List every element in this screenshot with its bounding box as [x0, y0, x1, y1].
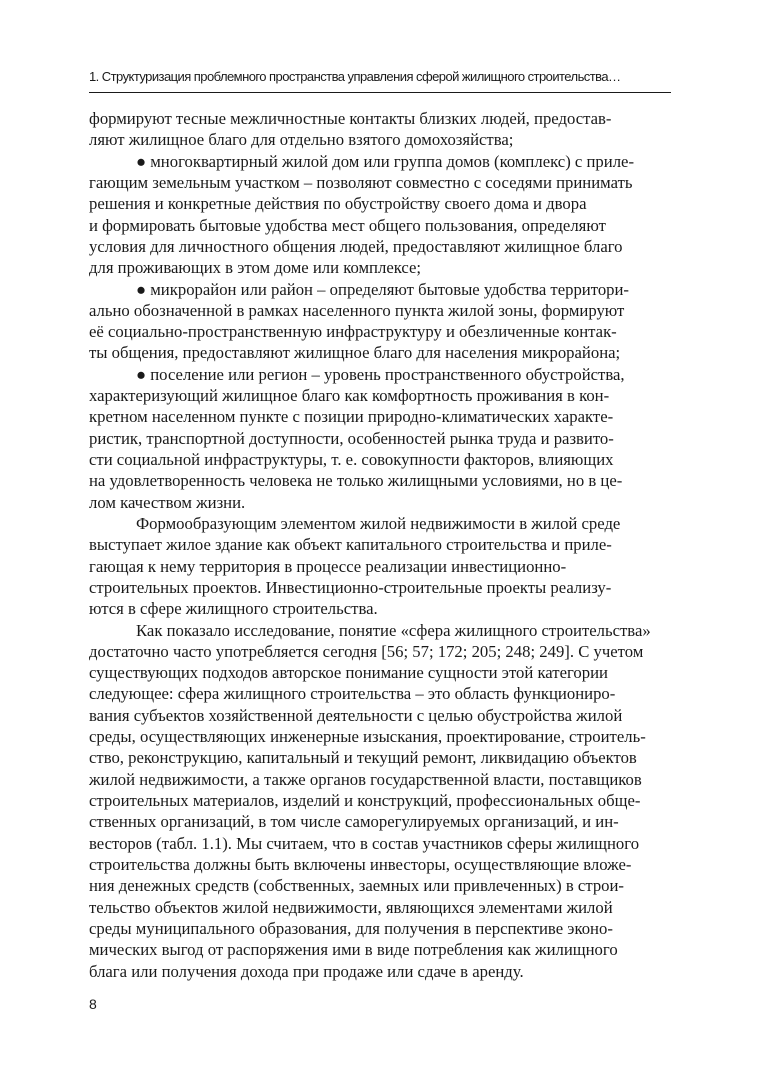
text-line: следующее: сфера жилищного строительства – это область функциониро- — [89, 684, 616, 704]
bullet-paragraph — [89, 151, 671, 279]
text-line: сти социальной инфраструктуры, т. е. совокупности факторов, влияющих — [89, 450, 614, 469]
paragraph — [89, 513, 671, 620]
page-number: 8 — [89, 996, 97, 1012]
text-line: ально обозначенной в рамках населенного пункта жилой зоны, формируют — [89, 300, 625, 320]
text-line: жилой недвижимости, а также органов государственной власти, поставщиков — [89, 769, 642, 789]
text-line: решения и конкретные действия по обустройству своего дома и двора — [89, 194, 587, 214]
bullet-paragraph — [89, 364, 671, 513]
text-line: ственных организаций, в том числе саморегулируемых организаций, и ин- — [89, 812, 619, 832]
paragraph — [89, 108, 671, 151]
text-line: строительных проектов. Инвестиционно-строительные проекты реализу- — [89, 577, 612, 597]
text-line: её социально-пространственную инфраструктуру и обезличенные контак- — [89, 322, 617, 342]
text-line: характеризующий жилищное благо как комфортность проживания в кон- — [89, 386, 610, 406]
text-line: ляют жилищное благо для отдельно взятого домохозяйства; — [89, 130, 514, 150]
running-header: 1. Структуризация проблемного пространства управления сферой жилищного строительства… — [89, 69, 621, 84]
text-line: вания субъектов хозяйственной деятельности с целью обустройства жилой — [89, 705, 623, 725]
text-line: строительства должны быть включены инвесторы, осуществляющие вложе- — [89, 854, 632, 874]
text-line: ство, реконструкцию, капитальный и текущий ремонт, ликвидацию объектов — [89, 748, 637, 768]
text-line: мических выгод от распоряжения ими в виде потребления как жилищного — [89, 940, 618, 960]
text-line: Формообразующим элементом жилой недвижимости в жилой среде — [136, 513, 621, 533]
text-line: лом качеством жизни. — [89, 492, 246, 512]
text-line: тельство объектов жилой недвижимости, являющихся элементами жилой — [89, 897, 613, 917]
bullet-paragraph — [89, 279, 671, 364]
header-rule — [89, 92, 671, 93]
text-line: и формировать бытовые удобства мест общего пользования, определяют — [89, 215, 606, 235]
text-line: условия для личностного общения людей, предоставляют жилищное благо — [89, 236, 623, 256]
text-line: ты общения, предоставляют жилищное благо для населения микрорайона; — [89, 343, 621, 363]
text-line: ● поселение или регион – уровень пространственного обустройства, — [136, 364, 625, 384]
text-line: ния денежных средств (собственных, заемных или привлеченных) в строи- — [89, 876, 624, 896]
text-line: среды муниципального образования, для получения в перспективе эконо- — [89, 918, 613, 938]
text-line: выступает жилое здание как объект капитального строительства и приле- — [89, 535, 612, 555]
text-line: ются в сфере жилищного строительства. — [89, 599, 378, 619]
paragraph — [89, 620, 671, 982]
text-line: среды, осуществляющих инженерные изыскания, проектирование, строитель- — [89, 727, 646, 747]
body-text — [89, 108, 671, 982]
text-line: формируют тесные межличностные контакты близких людей, предостав- — [89, 109, 612, 128]
text-line: блага или получения дохода при продаже или сдаче в аренду. — [89, 961, 524, 981]
text-line: гающим земельным участком – позволяют совместно с соседями принимать — [89, 172, 633, 192]
text-line: кретном населенном пункте с позиции природно-климатических характе- — [89, 407, 614, 427]
text-line: на удовлетворенность человека не только жилищными условиями, но в це- — [89, 471, 623, 491]
text-line: для проживающих в этом доме или комплексе; — [89, 258, 422, 278]
text-line: гающая к нему территория в процессе реализации инвестиционно- — [89, 556, 567, 576]
text-line: ● многоквартирный жилой дом или группа домов (комплекс) с приле- — [136, 151, 634, 171]
text-line: существующих подходов авторское понимание сущности этой категории — [89, 663, 608, 683]
text-line: достаточно часто употребляется сегодня [56; 57; 172; 205; 248; 249]. С учетом — [89, 641, 644, 661]
text-line: ристик, транспортной доступности, особенностей рынка труда и развито- — [89, 428, 614, 448]
text-line: строительных материалов, изделий и конструкций, профессиональных обще- — [89, 791, 641, 810]
text-line: Как показало исследование, понятие «сфера жилищного строительства» — [136, 620, 651, 640]
text-line: весторов (табл. 1.1). Мы считаем, что в состав участников сферы жилищного — [89, 833, 640, 853]
text-line: ● микрорайон или район – определяют бытовые удобства территори- — [136, 279, 629, 299]
